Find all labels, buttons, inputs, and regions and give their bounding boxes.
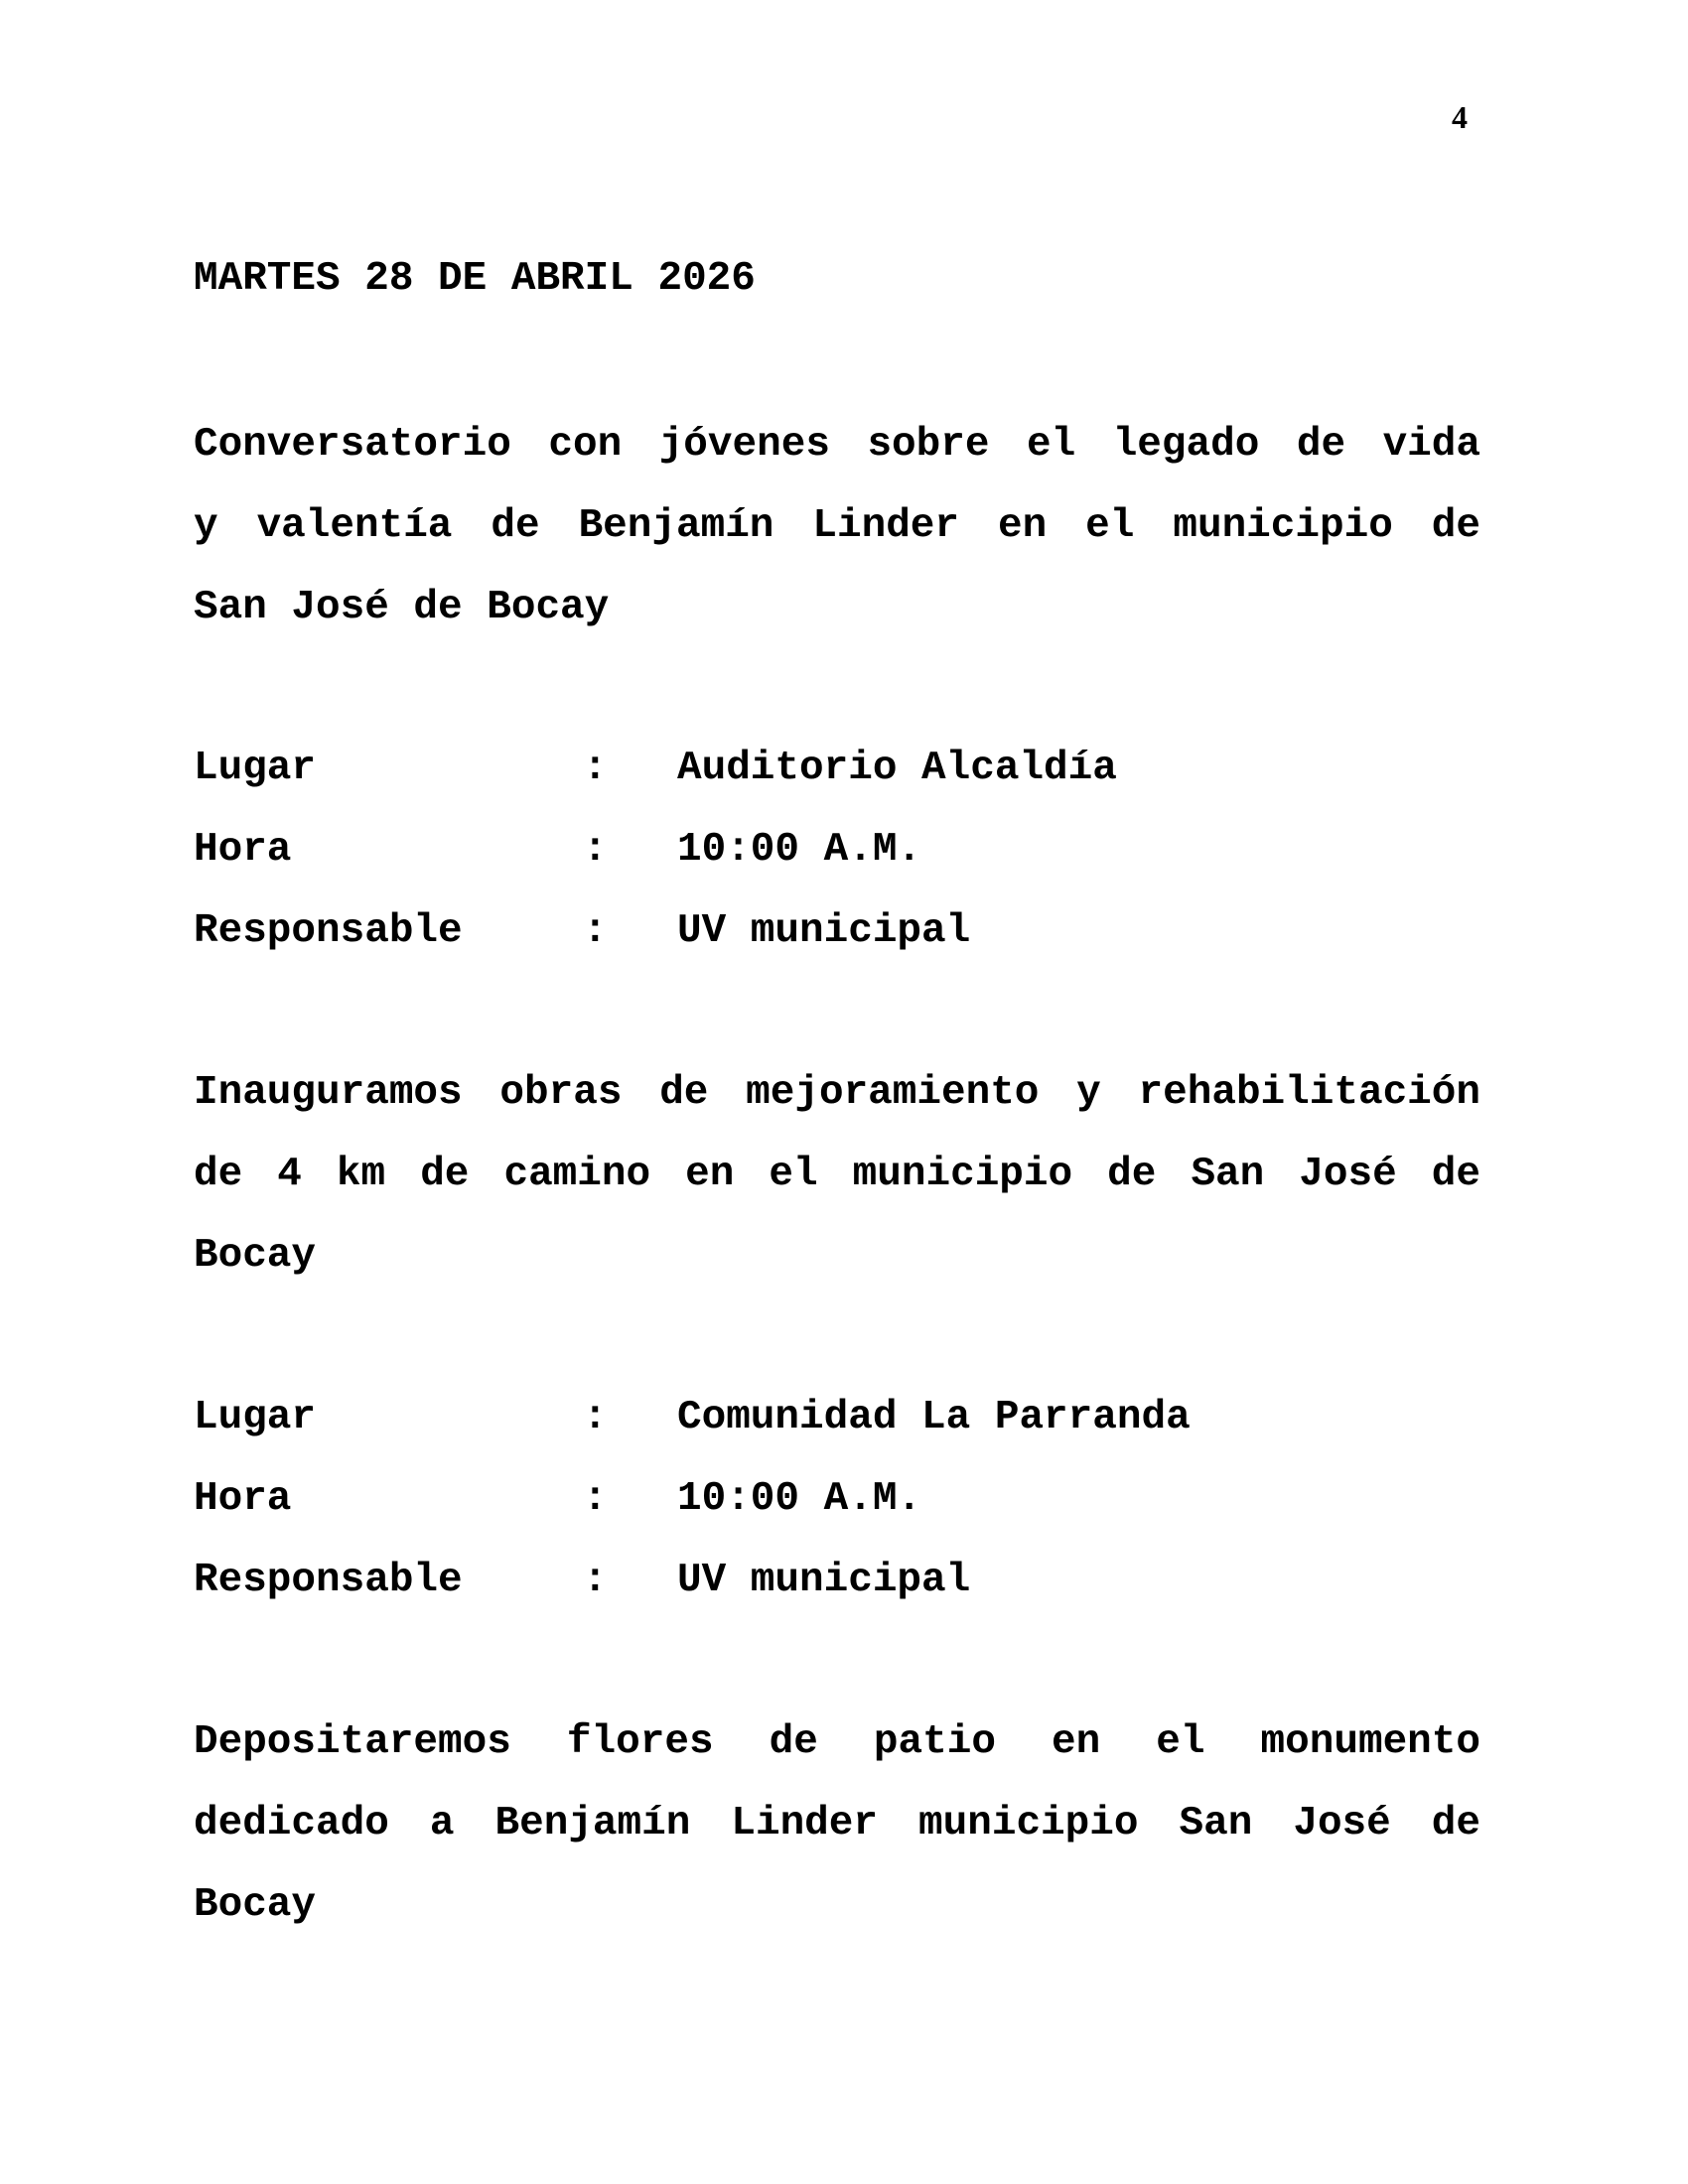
hora-label: Hora xyxy=(194,827,292,873)
event-3-title xyxy=(194,1702,1480,1946)
event-1-title xyxy=(194,404,1480,648)
event-1-title-line-1: Conversatorio con jóvenes sobre el legado de vida xyxy=(194,422,1480,468)
event-2-lugar-row xyxy=(194,1377,1480,1458)
event-1-title-line-2: y valentía de Benjamín Linder en el municipio de xyxy=(194,503,1480,549)
lugar-value: Auditorio Alcaldía xyxy=(677,746,1117,791)
lugar-label: Lugar xyxy=(194,746,317,791)
separator: : xyxy=(583,908,608,954)
event-1-responsable-row xyxy=(194,890,1480,972)
event-2-hora-row xyxy=(194,1458,1480,1540)
event-2-details xyxy=(194,1377,1480,1621)
responsable-value: UV municipal xyxy=(677,908,971,954)
event-2-title-line-3: Bocay xyxy=(194,1233,317,1279)
event-1-details xyxy=(194,728,1480,972)
separator: : xyxy=(583,746,608,791)
page-number: 4 xyxy=(1452,99,1468,135)
separator: : xyxy=(583,827,608,873)
hora-label: Hora xyxy=(194,1476,292,1522)
event-1-lugar-row xyxy=(194,728,1480,809)
responsable-value: UV municipal xyxy=(677,1558,971,1603)
event-1-hora-row xyxy=(194,809,1480,890)
event-2-responsable-row xyxy=(194,1540,1480,1621)
lugar-label: Lugar xyxy=(194,1395,317,1440)
separator: : xyxy=(583,1558,608,1603)
responsable-label: Responsable xyxy=(194,908,463,954)
hora-value: 10:00 A.M. xyxy=(677,1476,922,1522)
hora-value: 10:00 A.M. xyxy=(677,827,922,873)
separator: : xyxy=(583,1395,608,1440)
event-1-title-line-3: San José de Bocay xyxy=(194,585,610,630)
event-2-title-line-2: de 4 km de camino en el municipio de San José de xyxy=(194,1152,1480,1197)
event-2-title xyxy=(194,1052,1480,1297)
lugar-value: Comunidad La Parranda xyxy=(677,1395,1191,1440)
date-heading: MARTES 28 DE ABRIL 2026 xyxy=(194,256,756,302)
separator: : xyxy=(583,1476,608,1522)
event-3-title-line-2: dedicado a Benjamín Linder municipio San José de xyxy=(194,1801,1480,1846)
responsable-label: Responsable xyxy=(194,1558,463,1603)
event-3-title-line-3: Bocay xyxy=(194,1882,317,1928)
event-2-title-line-1: Inauguramos obras de mejoramiento y rehabilitación xyxy=(194,1070,1480,1116)
event-3-title-line-1: Depositaremos flores de patio en el monumento xyxy=(194,1719,1480,1765)
